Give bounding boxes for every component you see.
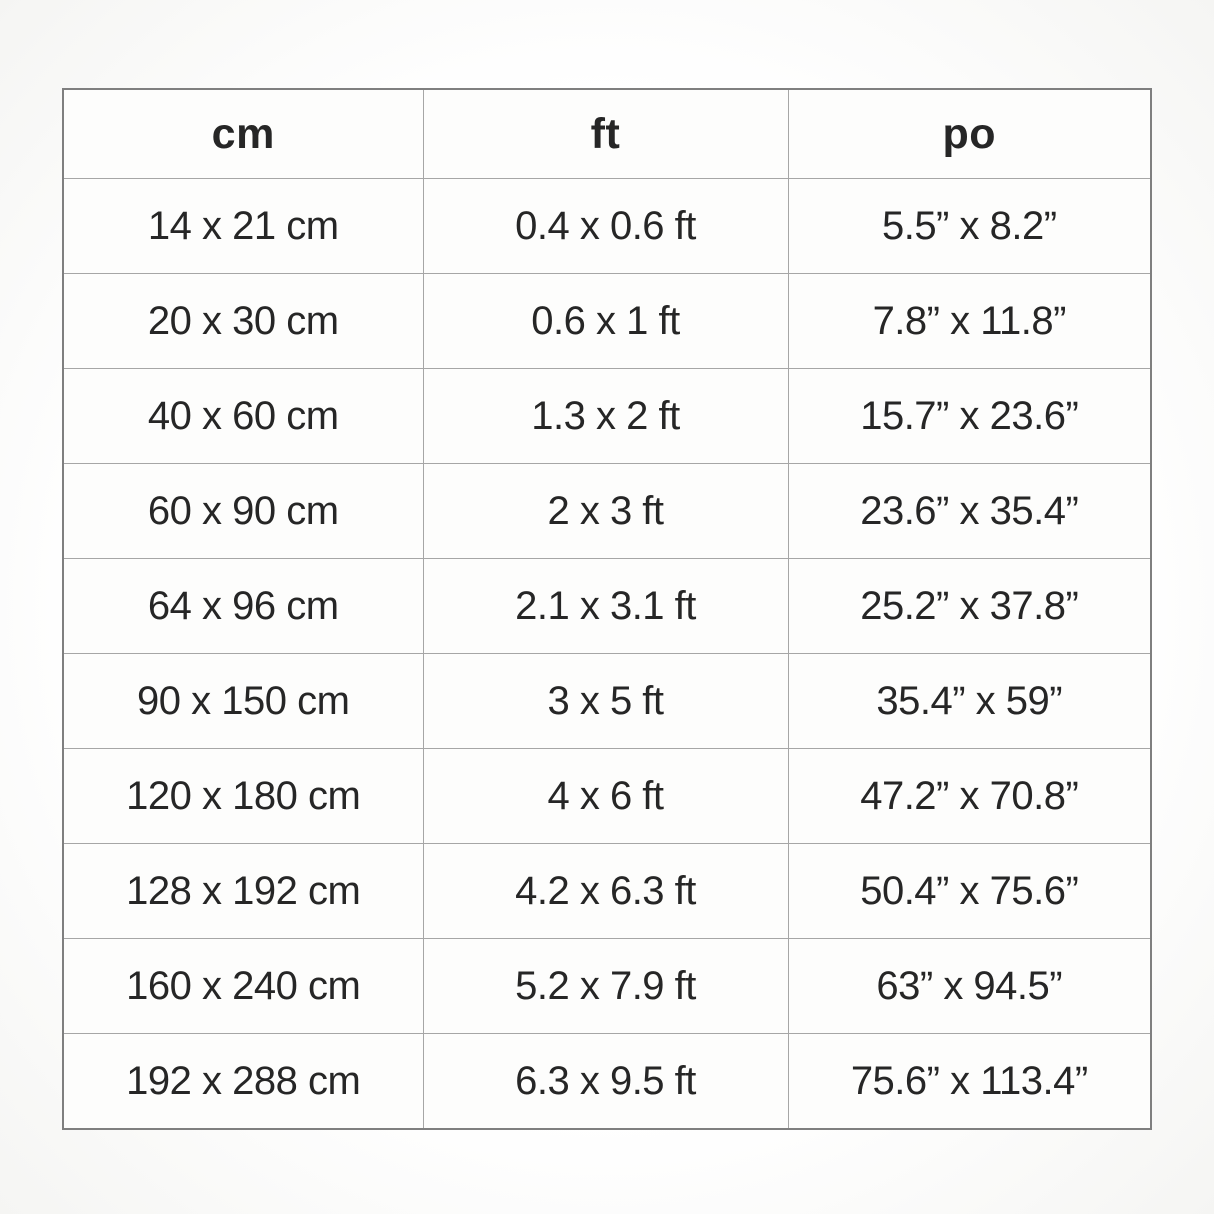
column-header-cm: cm [63,89,423,179]
table-cell: 47.2” x 70.8” [788,749,1151,844]
table-cell: 120 x 180 cm [63,749,423,844]
table-cell: 50.4” x 75.6” [788,844,1151,939]
table-cell: 64 x 96 cm [63,559,423,654]
header-row [63,89,1151,179]
table-cell: 128 x 192 cm [63,844,423,939]
table-row [63,939,1151,1034]
table-row [63,464,1151,559]
size-conversion-table [62,88,1152,1130]
table-cell: 0.4 x 0.6 ft [423,179,788,274]
table-cell: 7.8” x 11.8” [788,274,1151,369]
table-cell: 60 x 90 cm [63,464,423,559]
table-cell: 15.7” x 23.6” [788,369,1151,464]
table-cell: 4 x 6 ft [423,749,788,844]
table-cell: 75.6” x 113.4” [788,1034,1151,1130]
table-row [63,1034,1151,1130]
column-header-ft: ft [423,89,788,179]
table-cell: 6.3 x 9.5 ft [423,1034,788,1130]
table-cell: 20 x 30 cm [63,274,423,369]
table-row [63,844,1151,939]
table-cell: 1.3 x 2 ft [423,369,788,464]
table-row [63,274,1151,369]
table-cell: 25.2” x 37.8” [788,559,1151,654]
table-row [63,369,1151,464]
table-cell: 3 x 5 ft [423,654,788,749]
table-cell: 2 x 3 ft [423,464,788,559]
table-cell: 192 x 288 cm [63,1034,423,1130]
table-row [63,559,1151,654]
table-cell: 90 x 150 cm [63,654,423,749]
column-header-po: po [788,89,1151,179]
table-cell: 40 x 60 cm [63,369,423,464]
table-cell: 5.2 x 7.9 ft [423,939,788,1034]
table-cell: 160 x 240 cm [63,939,423,1034]
table-cell: 5.5” x 8.2” [788,179,1151,274]
table-cell: 35.4” x 59” [788,654,1151,749]
table-cell: 4.2 x 6.3 ft [423,844,788,939]
table-cell: 63” x 94.5” [788,939,1151,1034]
table-body [63,179,1151,1130]
table-cell: 14 x 21 cm [63,179,423,274]
table-cell: 23.6” x 35.4” [788,464,1151,559]
table-row [63,179,1151,274]
table-row [63,749,1151,844]
table-cell: 0.6 x 1 ft [423,274,788,369]
table-cell: 2.1 x 3.1 ft [423,559,788,654]
table-row [63,654,1151,749]
